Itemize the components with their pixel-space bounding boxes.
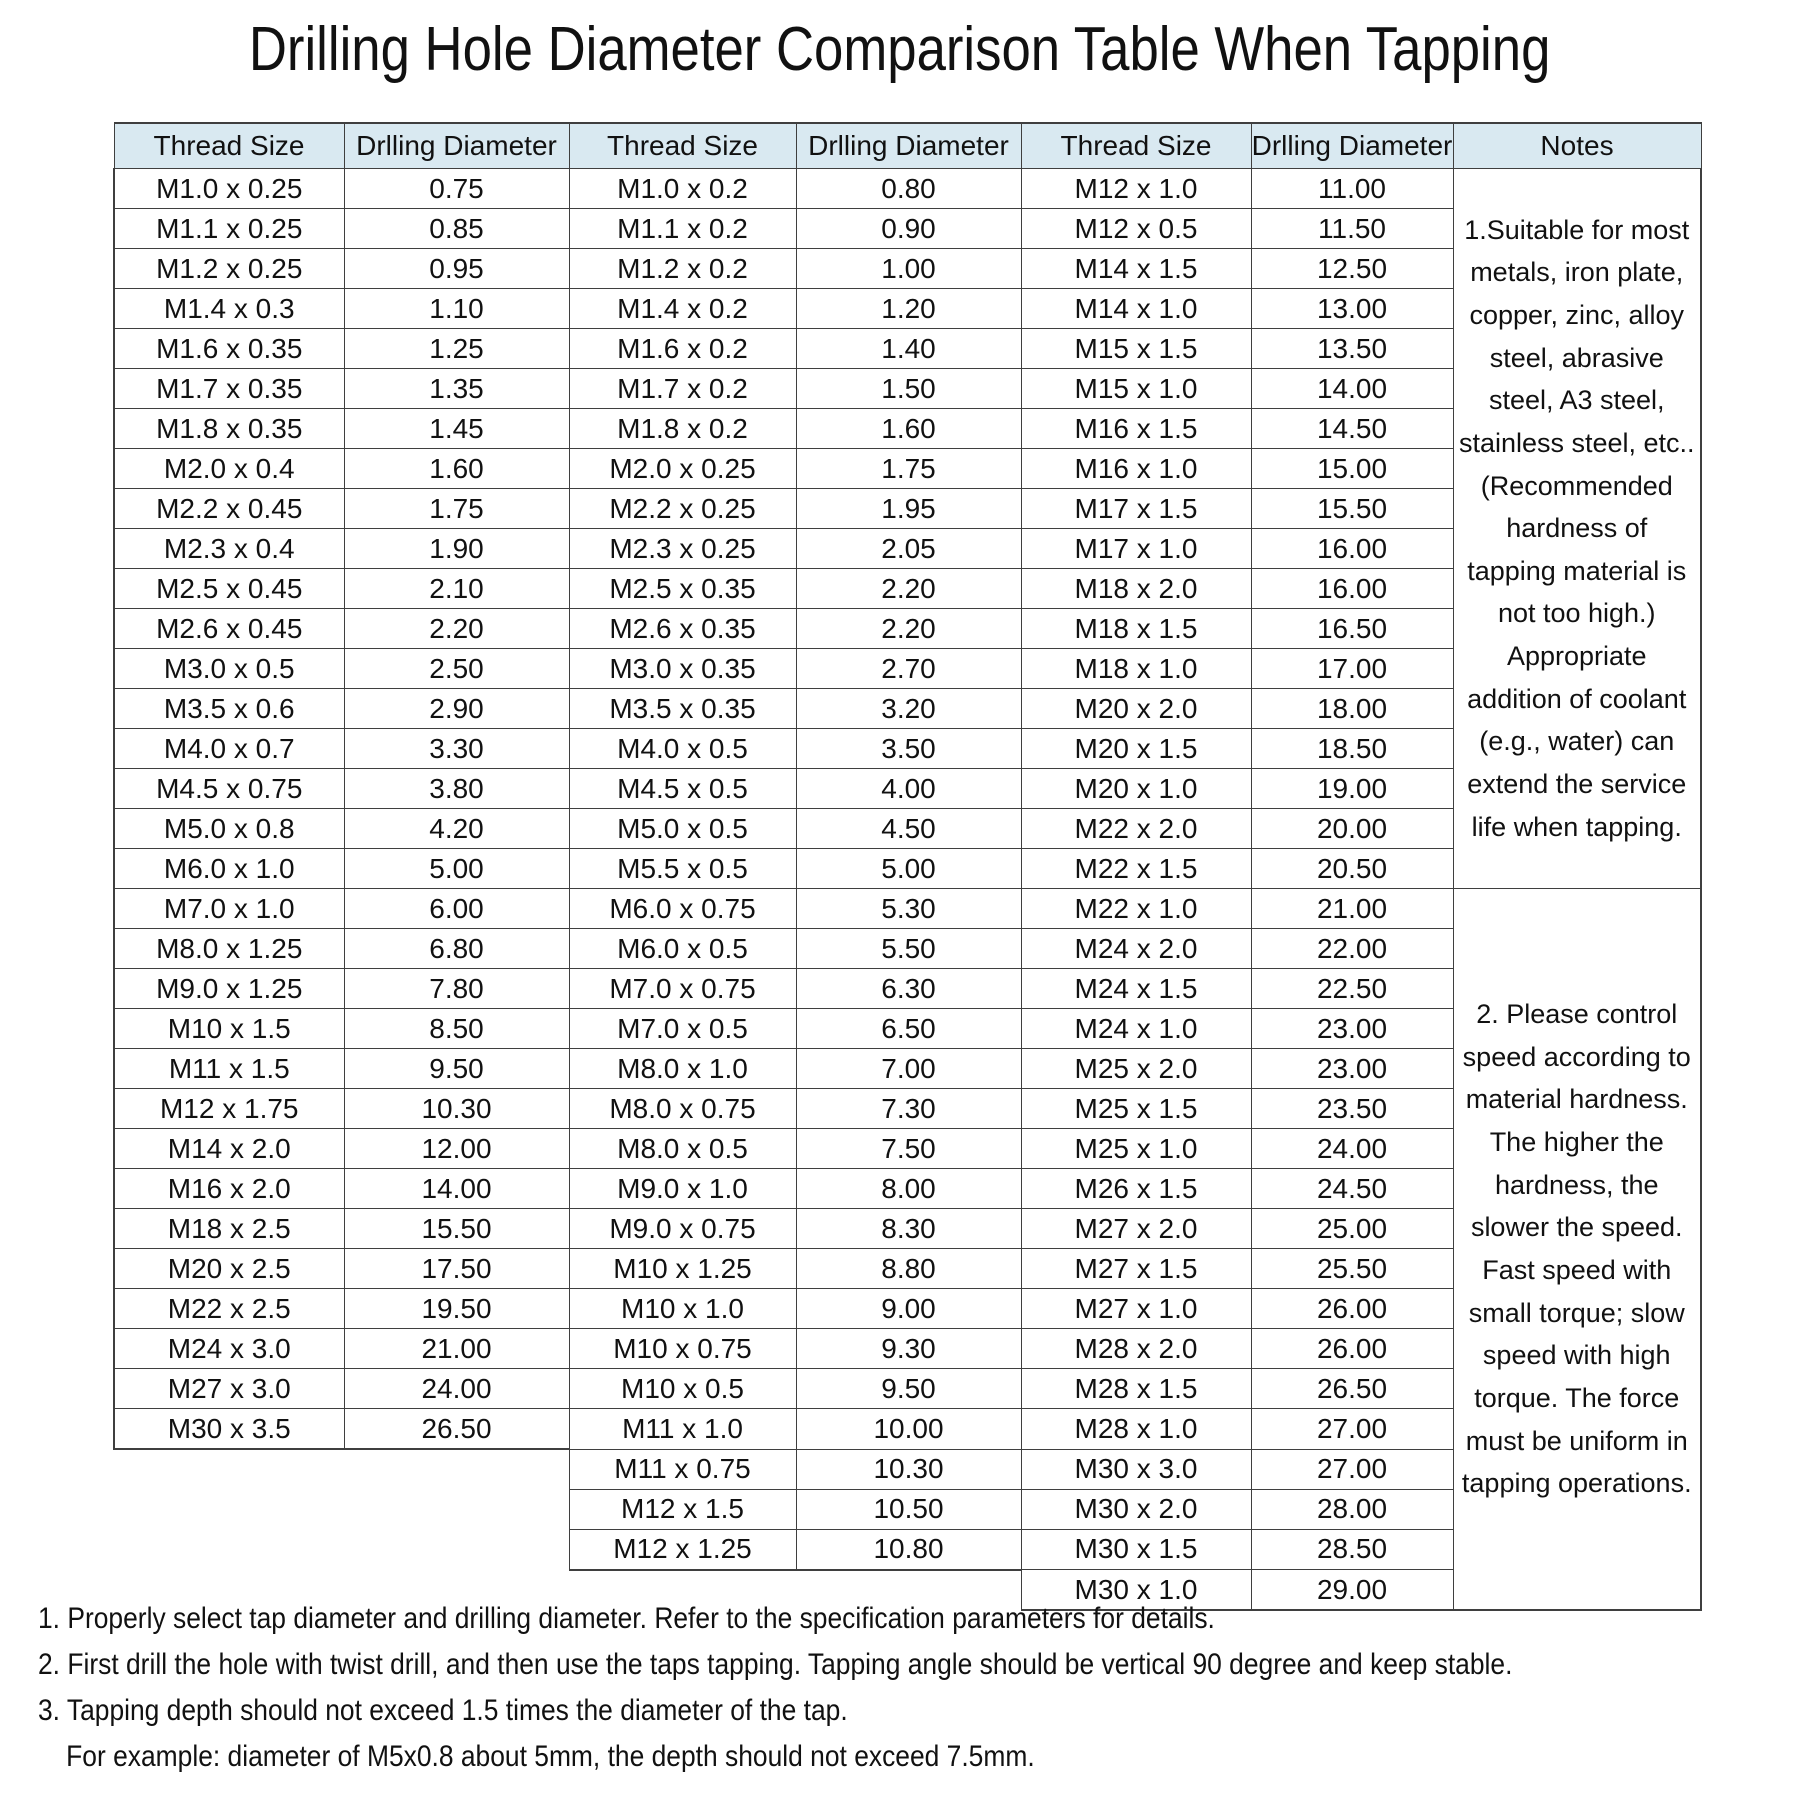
drilling-diameter-cell: 9.30 (796, 1329, 1021, 1369)
drilling-diameter-cell: 5.30 (796, 889, 1021, 929)
notes-text: 2. Please control speed according to material hardness. The higher the hardness, the slower the speed. Fast speed with small torque; slow speed with high torque. The force must be uniform in tapping operations. (1461, 999, 1692, 1499)
thread-size-cell: M1.0 x 0.2 (569, 169, 796, 209)
empty-cell (114, 1449, 344, 1489)
footnotes (38, 1596, 1512, 1780)
thread-size-cell: M18 x 1.0 (1021, 649, 1251, 689)
thread-size-cell: M1.7 x 0.35 (114, 369, 344, 409)
thread-size-cell: M26 x 1.5 (1021, 1169, 1251, 1209)
thread-size-cell: M3.5 x 0.35 (569, 689, 796, 729)
drilling-diameter-cell: 21.00 (1251, 889, 1453, 929)
thread-size-cell: M2.6 x 0.35 (569, 609, 796, 649)
footnote-line: 3. Tapping depth should not exceed 1.5 times the diameter of the tap. (38, 1694, 848, 1727)
thread-size-cell: M10 x 1.25 (569, 1249, 796, 1289)
drilling-diameter-cell: 4.00 (796, 769, 1021, 809)
thread-size-cell: M18 x 2.5 (114, 1209, 344, 1249)
thread-size-cell: M27 x 3.0 (114, 1369, 344, 1409)
thread-size-cell: M18 x 2.0 (1021, 569, 1251, 609)
drilling-diameter-cell: 17.50 (344, 1249, 569, 1289)
thread-size-cell: M1.0 x 0.25 (114, 169, 344, 209)
drilling-diameter-cell: 8.30 (796, 1209, 1021, 1249)
thread-size-cell: M28 x 1.0 (1021, 1409, 1251, 1450)
thread-size-cell: M20 x 2.5 (114, 1249, 344, 1289)
thread-size-cell: M8.0 x 0.5 (569, 1129, 796, 1169)
thread-size-cell: M17 x 1.0 (1021, 529, 1251, 569)
thread-size-cell: M30 x 2.0 (1021, 1489, 1251, 1529)
drilling-diameter-cell: 9.50 (796, 1369, 1021, 1409)
drilling-diameter-cell: 11.00 (1251, 169, 1453, 209)
thread-size-cell: M8.0 x 0.75 (569, 1089, 796, 1129)
drilling-diameter-cell: 6.00 (344, 889, 569, 929)
drilling-diameter-cell: 15.50 (344, 1209, 569, 1249)
drilling-diameter-cell: 16.00 (1251, 569, 1453, 609)
thread-size-cell: M16 x 1.5 (1021, 409, 1251, 449)
drilling-diameter-cell: 2.10 (344, 569, 569, 609)
thread-size-cell: M5.0 x 0.5 (569, 809, 796, 849)
header-row (114, 123, 1701, 169)
drilling-diameter-cell: 4.50 (796, 809, 1021, 849)
thread-size-cell: M1.1 x 0.25 (114, 209, 344, 249)
drilling-diameter-cell: 27.00 (1251, 1449, 1453, 1489)
table-row (114, 169, 1701, 209)
thread-size-cell: M1.2 x 0.2 (569, 249, 796, 289)
drilling-diameter-cell: 26.50 (344, 1409, 569, 1450)
thread-size-cell: M18 x 1.5 (1021, 609, 1251, 649)
drilling-diameter-cell: 14.50 (1251, 409, 1453, 449)
thread-size-cell: M3.0 x 0.5 (114, 649, 344, 689)
drilling-diameter-cell: 18.00 (1251, 689, 1453, 729)
thread-size-cell: M12 x 1.5 (569, 1489, 796, 1529)
thread-size-cell: M2.0 x 0.25 (569, 449, 796, 489)
notes-cell (1453, 169, 1701, 889)
drilling-diameter-cell: 19.50 (344, 1289, 569, 1329)
empty-cell (344, 1529, 569, 1570)
thread-size-cell: M4.0 x 0.7 (114, 729, 344, 769)
thread-size-cell: M1.1 x 0.2 (569, 209, 796, 249)
drilling-diameter-cell: 5.00 (344, 849, 569, 889)
drilling-diameter-cell: 3.50 (796, 729, 1021, 769)
drilling-diameter-cell: 3.30 (344, 729, 569, 769)
thread-size-cell: M27 x 1.5 (1021, 1249, 1251, 1289)
drilling-diameter-cell: 14.00 (1251, 369, 1453, 409)
drill-diameter-table (113, 122, 1702, 1611)
empty-cell (114, 1489, 344, 1529)
thread-size-cell: M24 x 3.0 (114, 1329, 344, 1369)
drilling-diameter-cell: 23.00 (1251, 1009, 1453, 1049)
thread-size-cell: M2.3 x 0.25 (569, 529, 796, 569)
thread-size-cell: M9.0 x 1.0 (569, 1169, 796, 1209)
thread-size-cell: M9.0 x 0.75 (569, 1209, 796, 1249)
drilling-diameter-cell: 22.00 (1251, 929, 1453, 969)
drilling-diameter-cell: 6.80 (344, 929, 569, 969)
thread-size-cell: M2.5 x 0.35 (569, 569, 796, 609)
thread-size-cell: M2.5 x 0.45 (114, 569, 344, 609)
thread-size-cell: M22 x 2.5 (114, 1289, 344, 1329)
drilling-diameter-cell: 1.10 (344, 289, 569, 329)
drilling-diameter-cell: 3.80 (344, 769, 569, 809)
thread-size-cell: M17 x 1.5 (1021, 489, 1251, 529)
thread-size-cell: M4.5 x 0.5 (569, 769, 796, 809)
thread-size-cell: M1.2 x 0.25 (114, 249, 344, 289)
drilling-diameter-cell: 1.20 (796, 289, 1021, 329)
drilling-diameter-cell: 24.00 (1251, 1129, 1453, 1169)
empty-cell (114, 1529, 344, 1570)
thread-size-cell: M16 x 2.0 (114, 1169, 344, 1209)
drilling-diameter-cell: 10.30 (796, 1449, 1021, 1489)
drilling-diameter-cell: 1.35 (344, 369, 569, 409)
thread-size-cell: M12 x 1.0 (1021, 169, 1251, 209)
drilling-diameter-cell: 1.90 (344, 529, 569, 569)
thread-size-cell: M30 x 1.0 (1021, 1570, 1251, 1611)
drilling-diameter-cell: 1.60 (796, 409, 1021, 449)
thread-size-cell: M24 x 2.0 (1021, 929, 1251, 969)
notes-cell (1453, 889, 1701, 1611)
thread-size-cell: M1.6 x 0.2 (569, 329, 796, 369)
footnote-line: 2. First drill the hole with twist drill, and then use the taps tapping. Tapping angle should be vertical 90 degree and keep stable. (38, 1648, 1513, 1681)
thread-size-cell: M1.8 x 0.35 (114, 409, 344, 449)
thread-size-cell: M6.0 x 0.75 (569, 889, 796, 929)
thread-size-cell: M30 x 3.5 (114, 1409, 344, 1450)
thread-size-cell: M1.6 x 0.35 (114, 329, 344, 369)
col-header-drilling-diameter-1: Drlling Diameter (344, 123, 569, 169)
drilling-diameter-cell: 1.95 (796, 489, 1021, 529)
drilling-diameter-cell: 2.70 (796, 649, 1021, 689)
thread-size-cell: M14 x 2.0 (114, 1129, 344, 1169)
col-header-thread-size-1: Thread Size (114, 123, 344, 169)
thread-size-cell: M2.0 x 0.4 (114, 449, 344, 489)
footnote-line: For example: diameter of M5x0.8 about 5mm, the depth should not exceed 7.5mm. (66, 1740, 1035, 1773)
drilling-diameter-cell: 17.00 (1251, 649, 1453, 689)
thread-size-cell: M8.0 x 1.0 (569, 1049, 796, 1089)
thread-size-cell: M2.2 x 0.45 (114, 489, 344, 529)
drilling-diameter-cell: 2.50 (344, 649, 569, 689)
drilling-diameter-cell: 11.50 (1251, 209, 1453, 249)
thread-size-cell: M14 x 1.0 (1021, 289, 1251, 329)
drilling-diameter-cell: 3.20 (796, 689, 1021, 729)
drilling-diameter-cell: 1.75 (796, 449, 1021, 489)
thread-size-cell: M16 x 1.0 (1021, 449, 1251, 489)
drilling-diameter-cell: 8.80 (796, 1249, 1021, 1289)
drilling-diameter-cell: 20.50 (1251, 849, 1453, 889)
drilling-diameter-cell: 2.90 (344, 689, 569, 729)
drilling-diameter-cell: 26.00 (1251, 1329, 1453, 1369)
drilling-diameter-cell: 22.50 (1251, 969, 1453, 1009)
drilling-diameter-cell: 24.00 (344, 1369, 569, 1409)
drilling-diameter-cell: 1.45 (344, 409, 569, 449)
thread-size-cell: M20 x 1.5 (1021, 729, 1251, 769)
thread-size-cell: M8.0 x 1.25 (114, 929, 344, 969)
drilling-diameter-cell: 6.50 (796, 1009, 1021, 1049)
thread-size-cell: M20 x 2.0 (1021, 689, 1251, 729)
thread-size-cell: M1.4 x 0.2 (569, 289, 796, 329)
page-title-text: Drilling Hole Diameter Comparison Table When Tapping (249, 15, 1551, 84)
drilling-diameter-cell: 6.30 (796, 969, 1021, 1009)
drilling-diameter-cell: 12.50 (1251, 249, 1453, 289)
drilling-diameter-cell: 28.50 (1251, 1529, 1453, 1570)
drilling-diameter-cell: 9.50 (344, 1049, 569, 1089)
thread-size-cell: M7.0 x 0.75 (569, 969, 796, 1009)
thread-size-cell: M10 x 0.5 (569, 1369, 796, 1409)
thread-size-cell: M7.0 x 1.0 (114, 889, 344, 929)
drilling-diameter-cell: 13.50 (1251, 329, 1453, 369)
drilling-diameter-cell: 15.00 (1251, 449, 1453, 489)
drilling-diameter-cell: 10.00 (796, 1409, 1021, 1450)
thread-size-cell: M27 x 2.0 (1021, 1209, 1251, 1249)
drilling-diameter-cell: 4.20 (344, 809, 569, 849)
drilling-diameter-cell: 19.00 (1251, 769, 1453, 809)
thread-size-cell: M28 x 2.0 (1021, 1329, 1251, 1369)
col-header-thread-size-2: Thread Size (569, 123, 796, 169)
drilling-diameter-cell: 0.95 (344, 249, 569, 289)
page-title (0, 14, 1800, 85)
drilling-diameter-cell: 20.00 (1251, 809, 1453, 849)
thread-size-cell: M27 x 1.0 (1021, 1289, 1251, 1329)
table-body (114, 169, 1701, 1611)
thread-size-cell: M11 x 1.5 (114, 1049, 344, 1089)
thread-size-cell: M7.0 x 0.5 (569, 1009, 796, 1049)
drilling-diameter-cell: 23.50 (1251, 1089, 1453, 1129)
thread-size-cell: M22 x 1.0 (1021, 889, 1251, 929)
drilling-diameter-cell: 7.50 (796, 1129, 1021, 1169)
thread-size-cell: M15 x 1.0 (1021, 369, 1251, 409)
drilling-diameter-cell: 21.00 (344, 1329, 569, 1369)
empty-cell (344, 1489, 569, 1529)
thread-size-cell: M12 x 1.75 (114, 1089, 344, 1129)
thread-size-cell: M11 x 0.75 (569, 1449, 796, 1489)
thread-size-cell: M4.0 x 0.5 (569, 729, 796, 769)
drilling-diameter-cell: 2.20 (796, 569, 1021, 609)
drilling-diameter-cell: 25.00 (1251, 1209, 1453, 1249)
thread-size-cell: M25 x 1.0 (1021, 1129, 1251, 1169)
thread-size-cell: M10 x 1.0 (569, 1289, 796, 1329)
drilling-diameter-cell: 7.00 (796, 1049, 1021, 1089)
drilling-diameter-cell: 25.50 (1251, 1249, 1453, 1289)
drilling-diameter-cell: 0.85 (344, 209, 569, 249)
drilling-diameter-cell: 2.20 (344, 609, 569, 649)
drilling-diameter-cell: 8.00 (796, 1169, 1021, 1209)
thread-size-cell: M25 x 1.5 (1021, 1089, 1251, 1129)
thread-size-cell: M22 x 1.5 (1021, 849, 1251, 889)
thread-size-cell: M5.5 x 0.5 (569, 849, 796, 889)
thread-size-cell: M4.5 x 0.75 (114, 769, 344, 809)
drilling-diameter-cell: 16.00 (1251, 529, 1453, 569)
drilling-diameter-cell: 1.00 (796, 249, 1021, 289)
col-header-drilling-diameter-3: Drlling Diameter (1251, 123, 1453, 169)
drilling-diameter-cell: 10.50 (796, 1489, 1021, 1529)
col-header-drilling-diameter-2: Drlling Diameter (796, 123, 1021, 169)
notes-text: 1.Suitable for most metals, iron plate, copper, zinc, alloy steel, abrasive steel, A3 steel, stainless steel, etc..(Recommended hardness of tapping material is not too high.) Appropriate addition of coolant (e.g., water) can extend the service life when tapping. (1458, 214, 1695, 842)
thread-size-cell: M10 x 1.5 (114, 1009, 344, 1049)
thread-size-cell: M24 x 1.5 (1021, 969, 1251, 1009)
thread-size-cell: M25 x 2.0 (1021, 1049, 1251, 1089)
thread-size-cell: M6.0 x 0.5 (569, 929, 796, 969)
thread-size-cell: M2.6 x 0.45 (114, 609, 344, 649)
table-row (114, 889, 1701, 929)
thread-size-cell: M20 x 1.0 (1021, 769, 1251, 809)
thread-size-cell: M9.0 x 1.25 (114, 969, 344, 1009)
drilling-diameter-cell: 1.25 (344, 329, 569, 369)
thread-size-cell: M30 x 1.5 (1021, 1529, 1251, 1570)
drilling-diameter-cell: 12.00 (344, 1129, 569, 1169)
thread-size-cell: M24 x 1.0 (1021, 1009, 1251, 1049)
drilling-diameter-cell: 1.75 (344, 489, 569, 529)
thread-size-cell: M1.4 x 0.3 (114, 289, 344, 329)
drilling-diameter-cell: 10.80 (796, 1529, 1021, 1570)
drilling-diameter-cell: 8.50 (344, 1009, 569, 1049)
thread-size-cell: M1.7 x 0.2 (569, 369, 796, 409)
drilling-diameter-cell: 5.00 (796, 849, 1021, 889)
drilling-diameter-cell: 29.00 (1251, 1570, 1453, 1611)
col-header-notes: Notes (1453, 123, 1701, 169)
thread-size-cell: M12 x 0.5 (1021, 209, 1251, 249)
thread-size-cell: M1.8 x 0.2 (569, 409, 796, 449)
empty-cell (344, 1449, 569, 1489)
drilling-diameter-cell: 24.50 (1251, 1169, 1453, 1209)
drilling-diameter-cell: 0.80 (796, 169, 1021, 209)
thread-size-cell: M11 x 1.0 (569, 1409, 796, 1450)
drilling-diameter-cell: 27.00 (1251, 1409, 1453, 1450)
drilling-diameter-cell: 26.00 (1251, 1289, 1453, 1329)
drilling-diameter-cell: 1.60 (344, 449, 569, 489)
drilling-diameter-cell: 15.50 (1251, 489, 1453, 529)
drilling-diameter-cell: 16.50 (1251, 609, 1453, 649)
thread-size-cell: M10 x 0.75 (569, 1329, 796, 1369)
drilling-diameter-cell: 2.05 (796, 529, 1021, 569)
thread-size-cell: M12 x 1.25 (569, 1529, 796, 1570)
footnote-line: 1. Properly select tap diameter and drilling diameter. Refer to the specification parameters for details. (38, 1602, 1215, 1635)
thread-size-cell: M28 x 1.5 (1021, 1369, 1251, 1409)
drilling-diameter-cell: 7.80 (344, 969, 569, 1009)
drilling-diameter-cell: 28.00 (1251, 1489, 1453, 1529)
drilling-diameter-cell: 7.30 (796, 1089, 1021, 1129)
drilling-diameter-cell: 0.75 (344, 169, 569, 209)
thread-size-cell: M2.2 x 0.25 (569, 489, 796, 529)
drilling-diameter-cell: 14.00 (344, 1169, 569, 1209)
thread-size-cell: M15 x 1.5 (1021, 329, 1251, 369)
thread-size-cell: M14 x 1.5 (1021, 249, 1251, 289)
drilling-diameter-cell: 23.00 (1251, 1049, 1453, 1089)
drilling-diameter-cell: 18.50 (1251, 729, 1453, 769)
thread-size-cell: M22 x 2.0 (1021, 809, 1251, 849)
drilling-diameter-cell: 13.00 (1251, 289, 1453, 329)
drilling-diameter-cell: 10.30 (344, 1089, 569, 1129)
thread-size-cell: M30 x 3.0 (1021, 1449, 1251, 1489)
table-header (114, 123, 1701, 169)
thread-size-cell: M2.3 x 0.4 (114, 529, 344, 569)
drilling-diameter-cell: 9.00 (796, 1289, 1021, 1329)
drilling-diameter-cell: 5.50 (796, 929, 1021, 969)
drilling-diameter-cell: 1.50 (796, 369, 1021, 409)
col-header-thread-size-3: Thread Size (1021, 123, 1251, 169)
drilling-diameter-cell: 2.20 (796, 609, 1021, 649)
drilling-diameter-cell: 1.40 (796, 329, 1021, 369)
thread-size-cell: M3.5 x 0.6 (114, 689, 344, 729)
drilling-diameter-cell: 26.50 (1251, 1369, 1453, 1409)
drilling-diameter-cell: 0.90 (796, 209, 1021, 249)
thread-size-cell: M3.0 x 0.35 (569, 649, 796, 689)
thread-size-cell: M5.0 x 0.8 (114, 809, 344, 849)
thread-size-cell: M6.0 x 1.0 (114, 849, 344, 889)
